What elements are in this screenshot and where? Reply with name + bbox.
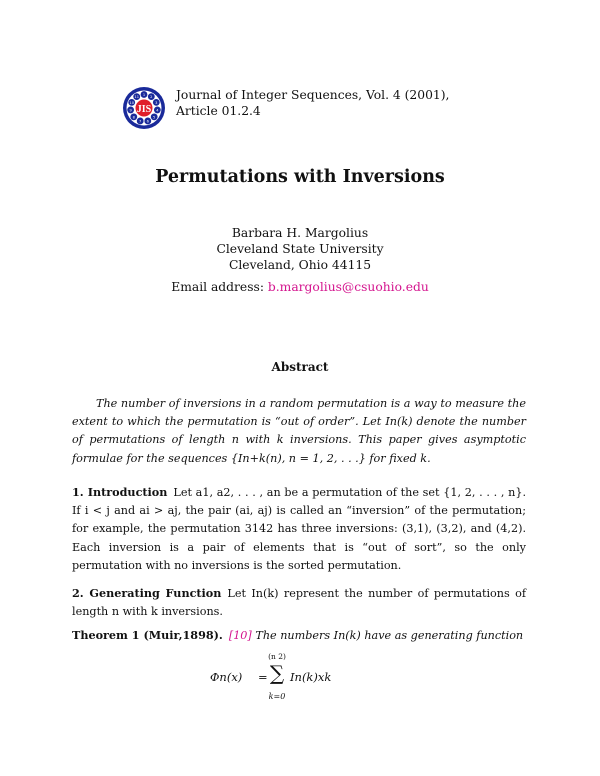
logo-dot-digit: 2 [150, 95, 153, 100]
sum-upper-limit: (n 2) [268, 652, 286, 661]
logo-dot-digit: 10 [129, 100, 135, 105]
logo-dot-digit: 6 [146, 119, 149, 124]
journal-info [176, 87, 449, 119]
intro-heading: 1. Introduction [72, 485, 168, 499]
logo-dot-digit: 7 [139, 119, 142, 124]
logo-dot-digit: 1 [142, 93, 146, 98]
abstract-heading: Abstract [271, 360, 329, 374]
generating-heading: 2. Generating Function [72, 586, 222, 600]
journal-logo [122, 86, 166, 130]
email-row [0, 280, 600, 294]
logo-dot-digit: 4 [156, 108, 159, 113]
formula-rhs: In(k)xk [290, 670, 332, 684]
section-introduction [72, 483, 526, 575]
intro-text: Let a1, a2, . . . , an be a permutation of the set {1, 2, . . . , n}. If i < j and ai > aj, the pair (ai, aj) is called an “inversion” of the permutation; for example, the permutation 3142 has three inversions: (3,1), (3,2), and (4,2). Each inversion is a pair of elements that is “out of sort”, so the only permutation with no inversions is the sorted permutation. [72, 486, 526, 572]
journal-line-1: Journal of Integer Sequences, Vol. 4 (2001), [176, 88, 450, 102]
generating-text: Let In(k) represent the number of permutations of length n with k inversions. [72, 587, 527, 619]
email-link[interactable]: b.margolius@csuohio.edu [267, 280, 429, 294]
logo-text: JIS [136, 104, 152, 115]
sum-sigma: ∑ [269, 661, 285, 685]
citation-link[interactable]: [10] [228, 629, 252, 642]
logo-dot-digit: 3 [155, 100, 158, 105]
email-label: Email address: [171, 280, 264, 294]
generating-function-formula [210, 652, 410, 722]
logo-dot-digit: 8 [132, 115, 135, 120]
logo-dot-digit: 5 [153, 115, 156, 120]
paper-title: Permutations with Inversions [155, 167, 445, 187]
section-generating-function [72, 584, 526, 621]
author-city: Cleveland, Ohio 44115 [228, 258, 372, 272]
author-institution: Cleveland State University [216, 242, 384, 256]
formula-equals: = [258, 670, 268, 684]
theorem-heading: Theorem 1 (Muir,1898). [72, 628, 223, 642]
theorem-1 [72, 626, 526, 645]
sum-lower-limit: k=0 [268, 692, 286, 701]
journal-line-2: Article 01.2.4 [176, 104, 261, 118]
author-name: Barbara H. Margolius [231, 226, 369, 240]
abstract-text: The number of inversions in a random permutation is a way to measure the extent to which the permutation is “out of order”. Let In(k) denote the number of permutations of length n with k inversions. This paper gives asymptotic formulae for the sequences {In+k(n), n = 1, 2, . . .} for fixed k. [72, 397, 526, 465]
logo-dot-digit: 11 [134, 95, 139, 100]
theorem-text: The numbers In(k) have as generating function [255, 629, 524, 642]
logo-dot-digit: 9 [129, 108, 132, 113]
formula-lhs: Φn(x) [210, 670, 243, 684]
